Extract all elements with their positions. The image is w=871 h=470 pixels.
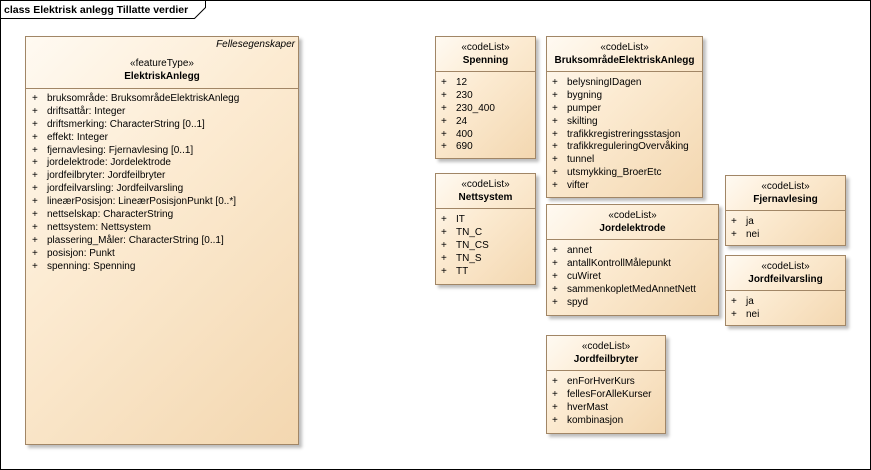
visibility-marker: + (32, 221, 38, 233)
diagram-title: class Elektrisk anlegg Tillatte verdier (4, 4, 189, 16)
member-text: effekt: Integer (47, 131, 108, 143)
member-text: driftsmerking: CharacterString [0..1] (47, 118, 205, 130)
visibility-marker: + (441, 265, 447, 277)
codelist-jordfeilbryter[interactable] (546, 335, 666, 434)
member-text: kombinasjon (567, 414, 624, 426)
member-row (547, 103, 702, 116)
value-compartment (547, 240, 718, 309)
visibility-marker: + (32, 247, 38, 259)
member-text: 230 (456, 89, 473, 101)
member-row (547, 129, 702, 142)
codelist-nettsystem[interactable] (435, 173, 536, 285)
member-row (26, 157, 298, 170)
visibility-marker: + (441, 226, 447, 238)
visibility-marker: + (441, 239, 447, 251)
member-text: trafikkreguleringOvervåking (567, 141, 689, 153)
member-row (436, 266, 535, 279)
visibility-marker: + (552, 128, 558, 140)
visibility-marker: + (32, 183, 38, 195)
member-text: 230_400 (456, 102, 495, 114)
member-row (547, 141, 702, 154)
visibility-marker: + (32, 93, 38, 104)
visibility-marker: + (552, 283, 558, 295)
member-row (547, 180, 702, 193)
visibility-marker: + (731, 228, 737, 240)
member-row (26, 209, 298, 222)
value-compartment (547, 371, 665, 428)
stereotype-label: «codeList» (461, 42, 510, 53)
member-text: fjernavlesing: Fjernavlesing [0..1] (47, 144, 194, 156)
member-row (26, 235, 298, 248)
member-row (26, 261, 298, 274)
visibility-marker: + (552, 388, 558, 400)
member-row (436, 77, 535, 90)
member-row (436, 253, 535, 266)
member-text: trafikkregistreringsstasjon (567, 128, 681, 140)
class-name: Fjernavlesing (753, 194, 818, 205)
member-row (726, 296, 845, 309)
member-row (436, 240, 535, 253)
visibility-marker: + (731, 296, 737, 307)
member-text: 12 (456, 77, 468, 88)
stereotype-label: «codeList» (581, 341, 631, 352)
attribute-compartment (26, 89, 298, 273)
visibility-marker: + (731, 308, 737, 320)
member-row (436, 129, 535, 142)
member-row (26, 170, 298, 183)
member-row (547, 77, 702, 90)
visibility-marker: + (441, 128, 447, 140)
member-row (547, 167, 702, 180)
visibility-marker: + (32, 131, 38, 143)
class-name: Nettsystem (458, 192, 513, 203)
member-row (547, 297, 718, 310)
member-text: ja (746, 296, 754, 307)
class-name: Jordelektrode (599, 223, 666, 234)
codelist-fjernavlesing[interactable] (725, 175, 846, 246)
value-compartment (436, 72, 535, 154)
class-name: BruksområdeElektriskAnlegg (554, 55, 695, 66)
visibility-marker: + (552, 102, 558, 114)
member-row (26, 132, 298, 145)
visibility-marker: + (552, 270, 558, 282)
member-row (726, 309, 845, 322)
stereotype-label: «codeList» (600, 42, 649, 53)
member-text: tunnel (567, 154, 595, 166)
class-name: ElektriskAnlegg (124, 71, 200, 82)
member-text: 24 (456, 115, 468, 127)
member-row (26, 183, 298, 196)
member-row (436, 103, 535, 116)
visibility-marker: + (552, 115, 558, 127)
visibility-marker: + (441, 252, 447, 264)
member-row (436, 141, 535, 154)
member-row (26, 93, 298, 106)
visibility-marker: + (32, 260, 38, 272)
member-text: nei (746, 308, 760, 320)
member-text: enForHverKurs (567, 376, 635, 387)
member-row (547, 389, 665, 402)
member-text: skilting (567, 115, 598, 127)
member-row (26, 106, 298, 119)
member-text: TN_C (456, 226, 483, 238)
member-row (26, 196, 298, 209)
visibility-marker: + (441, 102, 447, 114)
member-text: 400 (456, 128, 473, 140)
member-text: nei (746, 228, 760, 240)
member-text: posisjon: Punkt (47, 247, 115, 259)
visibility-marker: + (552, 376, 558, 387)
member-row (547, 245, 718, 258)
member-text: TN_S (456, 252, 482, 264)
stereotype-label: «codeList» (761, 261, 810, 272)
member-text: 690 (456, 141, 473, 153)
visibility-marker: + (552, 401, 558, 413)
member-text: vifter (567, 180, 589, 192)
visibility-marker: + (32, 105, 38, 117)
visibility-marker: + (731, 216, 737, 227)
member-text: antallKontrollMålepunkt (567, 257, 671, 269)
member-text: jordfeilvarsling: Jordfeilvarsling (47, 183, 184, 195)
visibility-marker: + (552, 89, 558, 101)
member-row (547, 271, 718, 284)
stereotype-label: «codeList» (608, 210, 657, 221)
member-text: belysningIDagen (567, 77, 642, 88)
visibility-marker: + (552, 180, 558, 192)
stereotype-label: «codeList» (761, 181, 810, 192)
member-text: annet (567, 245, 593, 256)
member-text: jordelektrode: Jordelektrode (47, 157, 171, 169)
visibility-marker: + (552, 167, 558, 179)
codelist-bruksomradeelektriskanlegg[interactable] (546, 36, 703, 198)
value-compartment (726, 211, 845, 242)
member-row (726, 216, 845, 229)
visibility-marker: + (552, 245, 558, 256)
member-text: pumper (567, 102, 601, 114)
member-row (436, 214, 535, 227)
member-row (436, 227, 535, 240)
member-row (547, 415, 665, 428)
member-row (436, 116, 535, 129)
visibility-marker: + (32, 234, 38, 246)
value-compartment (726, 291, 845, 322)
visibility-marker: + (32, 196, 38, 208)
value-compartment (436, 209, 535, 278)
visibility-marker: + (441, 141, 447, 153)
member-row (547, 90, 702, 103)
package-label: Fellesegenskaper (216, 39, 295, 50)
visibility-marker: + (552, 77, 558, 88)
member-text: nettsystem: Nettsystem (47, 221, 151, 233)
member-row (26, 145, 298, 158)
visibility-marker: + (552, 296, 558, 308)
member-text: nettselskap: CharacterString (47, 209, 174, 221)
visibility-marker: + (552, 414, 558, 426)
member-row (26, 119, 298, 132)
member-row (26, 248, 298, 261)
class-name: Jordfeilvarsling (748, 274, 823, 285)
member-text: spyd (567, 296, 589, 308)
member-row (436, 90, 535, 103)
codelist-spenning[interactable] (435, 36, 536, 159)
member-text: bygning (567, 89, 603, 101)
member-text: utsmykking_BroerEtc (567, 167, 662, 179)
member-text: fellesForAlleKurser (567, 388, 652, 400)
member-row (547, 154, 702, 167)
member-text: ja (746, 216, 754, 227)
member-row (547, 258, 718, 271)
member-row (547, 376, 665, 389)
value-compartment (547, 72, 702, 193)
visibility-marker: + (552, 154, 558, 166)
member-text: jordfeilbryter: Jordfeilbryter (47, 170, 166, 182)
visibility-marker: + (32, 144, 38, 156)
member-text: bruksområde: BruksområdeElektriskAnlegg (47, 93, 240, 104)
member-text: hverMast (567, 401, 609, 413)
member-row (26, 222, 298, 235)
member-text: spenning: Spenning (47, 260, 136, 272)
member-text: cuWiret (567, 270, 601, 282)
member-row (547, 116, 702, 129)
visibility-marker: + (32, 170, 38, 182)
member-text: plassering_Måler: CharacterString [0..1] (47, 234, 224, 246)
stereotype-label: «featureType» (130, 58, 194, 69)
visibility-marker: + (441, 214, 447, 225)
visibility-marker: + (441, 89, 447, 101)
member-text: TT (456, 265, 469, 277)
member-text: TN_CS (456, 239, 489, 251)
member-text: lineærPosisjon: LineærPosisjonPunkt [0..*] (47, 196, 236, 208)
stereotype-label: «codeList» (461, 179, 510, 190)
visibility-marker: + (32, 209, 38, 221)
visibility-marker: + (32, 118, 38, 130)
class-elektriskanlegg[interactable] (25, 36, 299, 445)
visibility-marker: + (441, 77, 447, 88)
visibility-marker: + (32, 157, 38, 169)
member-text: sammenkopletMedAnnetNett (567, 283, 696, 295)
member-row (547, 402, 665, 415)
codelist-jordelektrode[interactable] (546, 204, 719, 316)
codelist-jordfeilvarsling[interactable] (725, 255, 846, 326)
member-row (726, 229, 845, 242)
class-name: Spenning (462, 55, 509, 66)
visibility-marker: + (552, 141, 558, 153)
member-text: IT (456, 214, 465, 225)
member-text: driftsattår: Integer (47, 105, 126, 117)
visibility-marker: + (552, 257, 558, 269)
visibility-marker: + (441, 115, 447, 127)
class-name: Jordfeilbryter (573, 354, 639, 365)
member-row (547, 284, 718, 297)
